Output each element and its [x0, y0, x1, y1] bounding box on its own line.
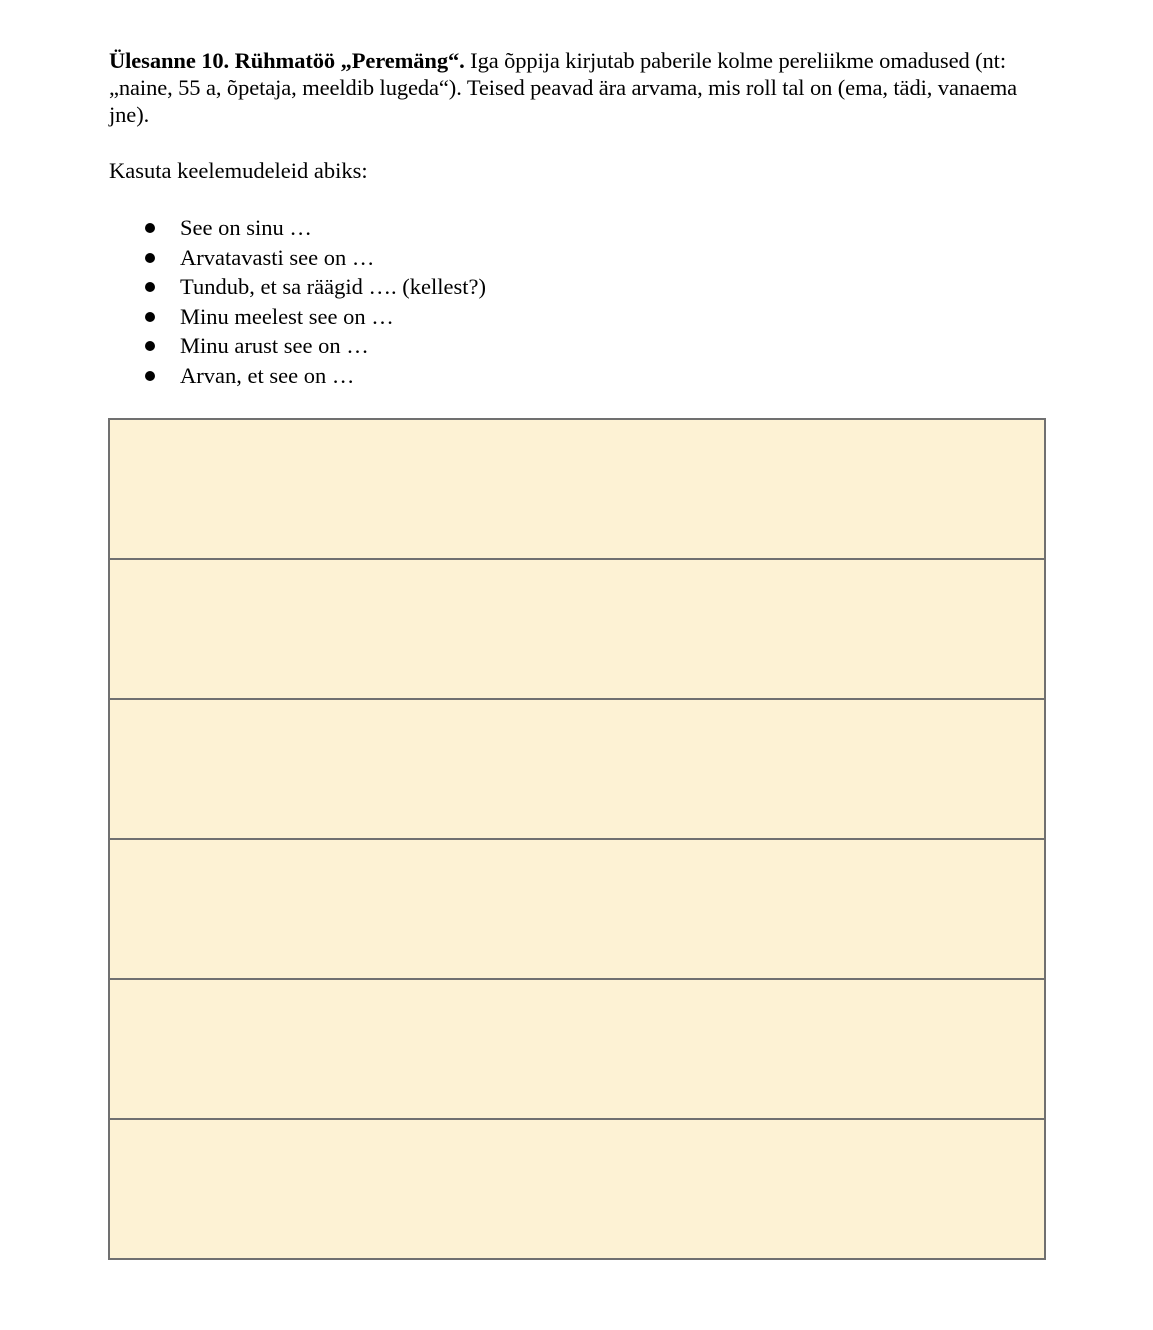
- table-row: [109, 839, 1045, 979]
- language-model-list: [109, 213, 1046, 391]
- bullet-icon: [145, 282, 155, 292]
- task-instructions: [109, 47, 1046, 128]
- answer-cell[interactable]: [109, 839, 1045, 979]
- bullet-icon: [145, 371, 155, 381]
- answer-table: [108, 418, 1046, 1260]
- task-heading: Ülesanne 10. Rühmatöö „Peremäng“.: [109, 48, 465, 73]
- table-row: [109, 979, 1045, 1119]
- bullet-icon: [145, 312, 155, 322]
- list-item: [109, 331, 1046, 361]
- table-row: [109, 559, 1045, 699]
- worksheet-page: [109, 47, 1046, 391]
- table-row: [109, 699, 1045, 839]
- bullet-icon: [145, 223, 155, 233]
- list-item-text: Minu arust see on …: [180, 333, 369, 359]
- bullet-icon: [145, 253, 155, 263]
- answer-cell[interactable]: [109, 699, 1045, 839]
- answer-cell[interactable]: [109, 559, 1045, 699]
- answer-cell[interactable]: [109, 1119, 1045, 1259]
- list-item: [109, 243, 1046, 273]
- list-item: [109, 361, 1046, 391]
- list-item: [109, 213, 1046, 243]
- list-item-text: Tundub, et sa räägid …. (kellest?): [180, 274, 486, 300]
- table-row: [109, 1119, 1045, 1259]
- bullet-icon: [145, 341, 155, 351]
- task-body: Iga õppija kirjutab paberile kolme pereliikme omadused (nt: „naine, 55 a, õpetaja, meeldib lugeda“). Teised peavad ära arvama, mis roll tal on (ema, tädi, vanaema jne).: [109, 48, 1018, 127]
- list-item-text: Minu meelest see on …: [180, 303, 394, 329]
- list-item-text: Arvan, et see on …: [180, 362, 355, 388]
- list-item: [109, 272, 1046, 302]
- models-intro: Kasuta keelemudeleid abiks:: [109, 158, 368, 183]
- list-item-text: Arvatavasti see on …: [180, 244, 375, 270]
- list-item: [109, 302, 1046, 332]
- answer-cell[interactable]: [109, 419, 1045, 559]
- table-row: [109, 419, 1045, 559]
- list-item-text: See on sinu …: [180, 215, 312, 240]
- answer-cell[interactable]: [109, 979, 1045, 1119]
